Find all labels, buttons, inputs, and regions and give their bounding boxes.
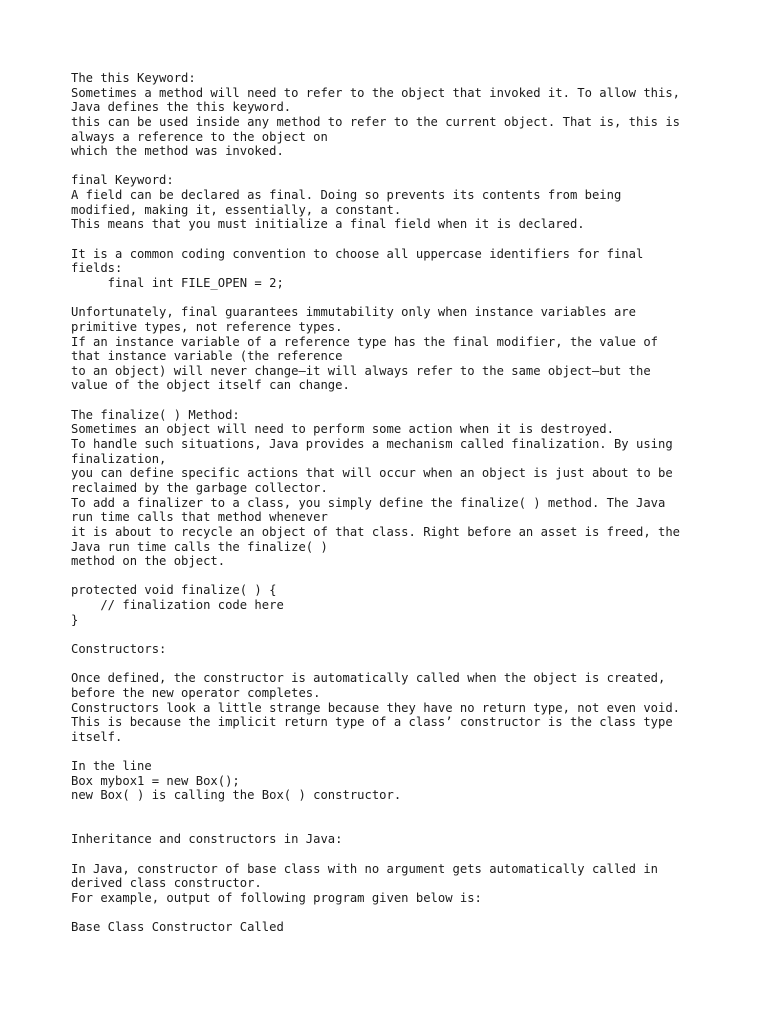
- text-line: [71, 818, 711, 833]
- text-line: Constructors look a little strange because they have no return type, not even void.: [71, 700, 681, 715]
- text-line: The finalize( ) Method:: [71, 407, 240, 422]
- text-line: If an instance variable of a reference type has the final modifier, the value of: [71, 334, 658, 349]
- text-line: [71, 232, 711, 247]
- text-line: protected void finalize( ) {: [71, 583, 277, 598]
- text-line: [71, 744, 711, 759]
- text-line: }: [71, 612, 79, 627]
- text-line: run time calls that method whenever: [71, 510, 328, 525]
- document-page: [71, 71, 711, 935]
- text-line: you can define specific actions that will occur when an object is just about to be: [71, 466, 673, 481]
- text-line: it is about to recycle an object of that class. Right before an asset is freed, the: [71, 524, 681, 539]
- text-line: To add a finalizer to a class, you simply define the finalize( ) method. The Java: [71, 495, 666, 510]
- text-line: In the line: [71, 759, 152, 774]
- text-line: final Keyword:: [71, 173, 174, 188]
- text-line: value of the object itself can change.: [71, 378, 350, 393]
- text-line: this can be used inside any method to refer to the current object. That is, this is: [71, 114, 681, 129]
- text-line: Base Class Constructor Called: [71, 920, 284, 935]
- text-line: before the new operator completes.: [71, 685, 321, 700]
- text-line: To handle such situations, Java provides a mechanism called finalization. By using: [71, 437, 673, 452]
- text-line: final int FILE_OPEN = 2;: [71, 275, 284, 290]
- text-line: This means that you must initialize a final field when it is declared.: [71, 217, 585, 232]
- text-line: Once defined, the constructor is automatically called when the object is created,: [71, 671, 666, 686]
- text-line: Sometimes an object will need to perform some action when it is destroyed.: [71, 422, 614, 437]
- text-line: primitive types, not reference types.: [71, 319, 343, 334]
- text-line: // finalization code here: [71, 598, 284, 613]
- text-line: finalization,: [71, 451, 167, 466]
- text-line: Unfortunately, final guarantees immutability only when instance variables are: [71, 305, 636, 320]
- text-line: derived class constructor.: [71, 876, 262, 891]
- text-line: Sometimes a method will need to refer to the object that invoked it. To allow this,: [71, 85, 681, 100]
- text-line: that instance variable (the reference: [71, 349, 343, 364]
- text-line: A field can be declared as final. Doing so prevents its contents from being: [71, 188, 622, 203]
- text-line: It is a common coding convention to choose all uppercase identifiers for final: [71, 246, 644, 261]
- text-line: new Box( ) is calling the Box( ) constructor.: [71, 788, 402, 803]
- text-line: Constructors:: [71, 641, 167, 656]
- text-line: Inheritance and constructors in Java:: [71, 832, 343, 847]
- text-line: to an object) will never change—it will always refer to the same object—but the: [71, 363, 651, 378]
- text-line: [71, 291, 711, 306]
- text-line: method on the object.: [71, 554, 226, 569]
- text-line: Java defines the this keyword.: [71, 100, 292, 115]
- text-line: [71, 159, 711, 174]
- text-line: The this Keyword:: [71, 71, 196, 85]
- text-line: Box mybox1 = new Box();: [71, 773, 240, 788]
- text-line: [71, 847, 711, 862]
- text-line: For example, output of following program given below is:: [71, 890, 482, 905]
- text-line: reclaimed by the garbage collector.: [71, 480, 328, 495]
- text-line: In Java, constructor of base class with no argument gets automatically called in: [71, 861, 658, 876]
- text-line: [71, 803, 711, 818]
- text-line: fields:: [71, 261, 123, 276]
- text-line: This is because the implicit return type of a class’ constructor is the class type: [71, 715, 673, 730]
- text-line: modified, making it, essentially, a constant.: [71, 202, 402, 217]
- text-line: [71, 569, 711, 584]
- text-line: always a reference to the object on: [71, 129, 328, 144]
- text-line: Java run time calls the finalize( ): [71, 539, 328, 554]
- text-line: [71, 906, 711, 921]
- text-line: itself.: [71, 729, 123, 744]
- text-line: [71, 393, 711, 408]
- text-line: [71, 627, 711, 642]
- text-line: which the method was invoked.: [71, 144, 284, 159]
- text-line: [71, 657, 711, 672]
